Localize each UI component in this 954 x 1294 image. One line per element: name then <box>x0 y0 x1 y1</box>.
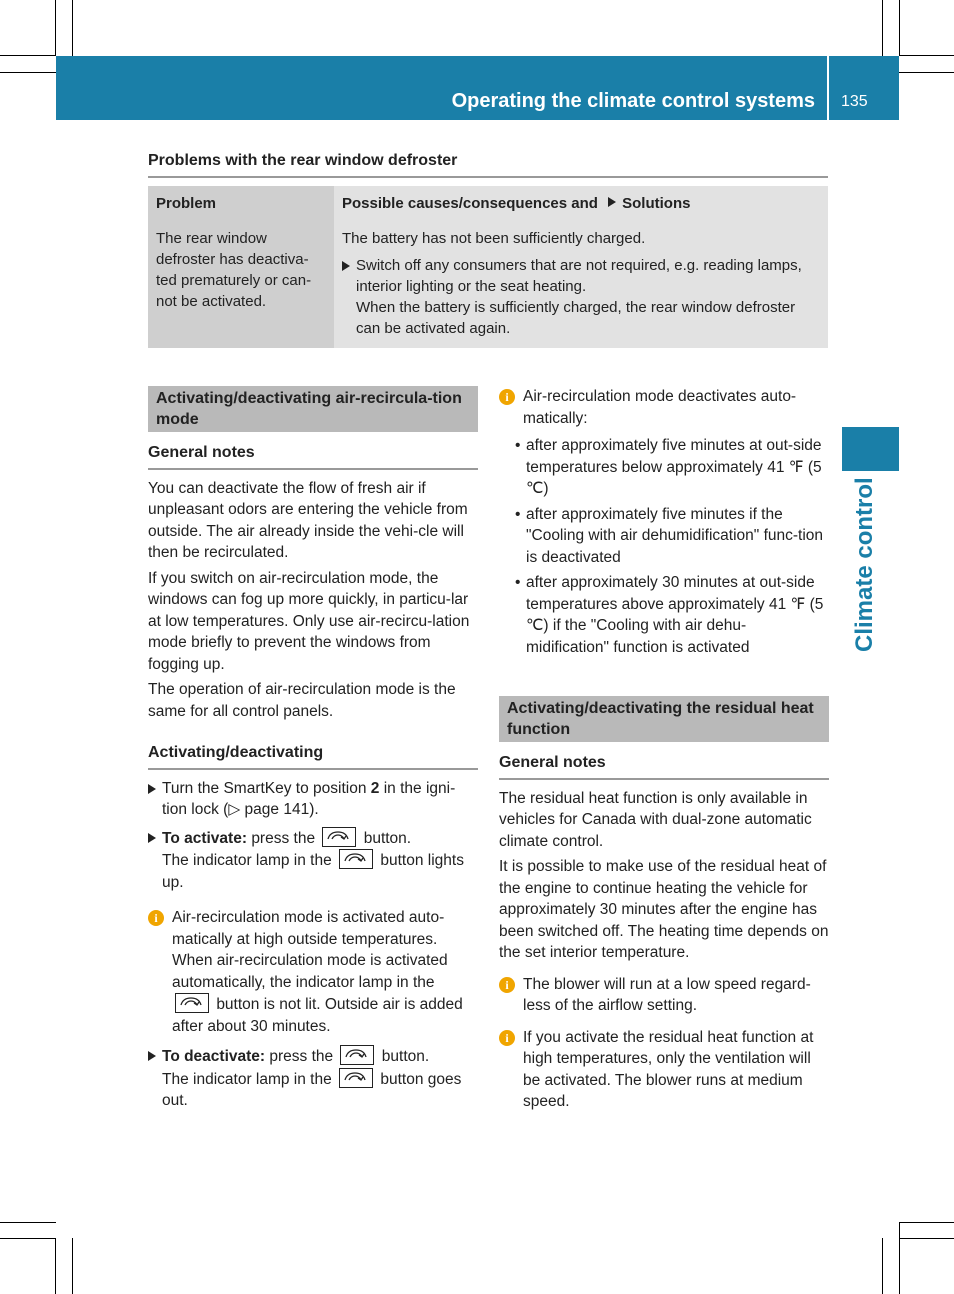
chapter-label: Climate control <box>851 477 878 652</box>
crop-mark <box>55 0 56 56</box>
page-title: Operating the climate control systems <box>451 90 815 112</box>
table-header-problem: Problem <box>148 186 334 220</box>
activate-text-a: press the <box>251 829 316 847</box>
recirc-note-1: You can deactivate the flow of fresh air if unpleasant odors are entering the vehicle from outside. The air already inside the vehi-cle will then be recirculated. <box>148 479 468 561</box>
crop-mark <box>72 0 73 56</box>
crop-mark <box>72 1238 73 1294</box>
solution-cell <box>334 220 828 348</box>
deactivate-text-a: press the <box>269 1048 334 1065</box>
activate-result-a: The indicator lamp in the <box>162 852 332 869</box>
section-title-defroster: Problems with the rear window defroster <box>148 152 458 169</box>
problems-table <box>148 186 828 348</box>
air-recirculation-icon <box>322 827 356 847</box>
info-icon: i <box>499 389 515 405</box>
section-title-recirculation: Activating/deactivating air-recircula-tion mode <box>148 386 478 432</box>
info-auto-activate-b: button is not lit. Outside air is added after about 30 minutes. <box>172 996 463 1035</box>
problem-cell <box>148 220 334 348</box>
list-item: • after approximately 30 minutes at out-side temperatures above approximately 41 ℉ (5 ℃) if the "Cooling with air dehu-midification" function is activated <box>515 574 824 656</box>
deactivate-result-b: button goes out. <box>162 1070 462 1109</box>
crop-mark <box>899 1222 954 1223</box>
air-recirculation-icon <box>339 1068 373 1088</box>
step-smartkey <box>148 778 478 821</box>
section-divider <box>148 176 828 178</box>
info-icon: i <box>499 977 515 993</box>
left-column <box>148 386 478 1112</box>
solution-result-text: When the battery is sufficiently charged, the rear window defroster can be activated again. <box>356 299 796 337</box>
section-title-residual-heat: Activating/deactivating the residual heat function <box>499 696 829 742</box>
crop-mark <box>0 72 56 73</box>
subheading-general-notes: General notes <box>148 442 478 470</box>
chapter-tab <box>842 427 899 471</box>
auto-deactivate-list <box>515 435 829 658</box>
activate-label: To activate: <box>162 829 247 847</box>
info-note-auto-deactivate <box>499 386 829 429</box>
solution-step-text: Switch off any consumers that are not required, e.g. reading lamps, interior lighting or the seat heating. <box>356 257 802 295</box>
arrow-icon <box>342 261 350 271</box>
header-solutions-prefix: Possible causes/consequences and <box>342 194 598 212</box>
info-icon: i <box>499 1030 515 1046</box>
info-note-auto-activate <box>148 907 478 1037</box>
info-blower-text: The blower will run at a low speed regard-less of the airflow setting. <box>523 975 811 1014</box>
crop-mark <box>0 1222 56 1223</box>
list-item: • after approximately five minutes at out-side temperatures below approximately 41 ℉ (5 ℃) <box>515 437 822 497</box>
list-item: • after approximately five minutes if the "Cooling with air dehumidification" func-tion is deactivated <box>515 505 824 566</box>
activate-result-b: button lights up. <box>162 852 464 891</box>
header-divider <box>827 56 829 120</box>
air-recirculation-icon <box>339 849 373 869</box>
step1-text-a: Turn the SmartKey to position <box>162 779 367 797</box>
header-solutions-suffix: Solutions <box>622 194 691 212</box>
arrow-icon <box>148 784 156 794</box>
activate-text-b: button. <box>363 829 412 847</box>
step1-position: 2 <box>370 779 380 797</box>
deactivate-text-b: button. <box>381 1048 430 1065</box>
crop-mark <box>899 1238 954 1239</box>
residual-note-1: The residual heat function is only available in vehicles for Canada with dual-zone automatic climate control. <box>499 789 812 850</box>
table-header-solutions <box>334 186 828 220</box>
info-note-high-temp <box>499 1027 829 1113</box>
step-activate <box>148 827 478 894</box>
info-note-blower <box>499 974 829 1017</box>
arrow-icon <box>148 833 156 843</box>
problem-text: The rear window defroster has deactiva-ted prematurely or can-not be activated. <box>156 230 312 310</box>
page-number: 135 <box>841 93 868 110</box>
crop-mark <box>899 1222 900 1294</box>
step1-text-b: in the igni-tion lock (▷ page 141). <box>162 779 456 818</box>
info-high-temp-text: If you activate the residual heat function at high temperatures, only the ventilation will be activated. The blower runs at medium speed. <box>523 1028 814 1110</box>
info-auto-deactivate-text: Air-recirculation mode deactivates auto-matically: <box>523 388 797 427</box>
crop-mark <box>882 1238 883 1294</box>
air-recirculation-icon <box>340 1045 374 1065</box>
recirc-note-2: If you switch on air-recirculation mode, the windows can fog up more quickly, in particu-lar at low temperatures. Only use air-recircu-lation mode briefly to prevent the windows from fogging up. <box>148 569 470 673</box>
arrow-icon <box>608 197 616 207</box>
crop-mark <box>0 55 56 56</box>
crop-mark <box>882 0 883 56</box>
crop-mark <box>899 55 954 56</box>
recirc-note-3: The operation of air-recirculation mode is the same for all control panels. <box>148 681 456 720</box>
step-deactivate <box>148 1045 478 1112</box>
deactivate-label: To deactivate: <box>162 1048 266 1065</box>
info-icon: i <box>148 910 164 926</box>
right-column <box>499 386 829 1113</box>
arrow-icon <box>148 1051 156 1061</box>
residual-note-2: It is possible to make use of the residual heat of the engine to continue heating the vehicle for approximately 30 minutes after the engine has been switched off. The heating time depends on the set interior temperature. <box>499 858 829 961</box>
crop-mark <box>55 1238 56 1294</box>
page-header <box>56 56 899 120</box>
crop-mark <box>899 0 900 56</box>
solution-step <box>342 255 820 339</box>
deactivate-result-a: The indicator lamp in the <box>162 1070 332 1088</box>
air-recirculation-icon <box>175 993 209 1013</box>
info-auto-activate-a: Air-recirculation mode is activated auto-matically at high outside temperatures. When air-recirculation mode is activated automatically, the indicator lamp in the <box>172 909 448 991</box>
subheading-activating: Activating/deactivating <box>148 742 478 770</box>
cause-text: The battery has not been sufficiently charged. <box>342 230 646 247</box>
subheading-general-notes: General notes <box>499 752 829 780</box>
crop-mark <box>899 72 954 73</box>
crop-mark <box>0 1238 56 1239</box>
